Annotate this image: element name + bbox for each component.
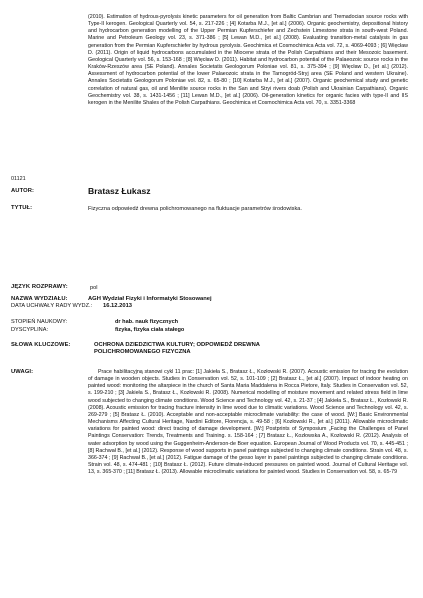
notes-label: UWAGI:	[11, 369, 34, 375]
department-label: NAZWA WYDZIAŁU:	[11, 296, 68, 302]
resolution-date-value: 16.12.2013	[103, 303, 133, 309]
language-label: JĘZYK ROZPRAWY:	[11, 284, 68, 290]
discipline-value: fizyka, fizyka ciała stałego	[115, 326, 185, 333]
department-value: AGH Wydział Fizyki i Informatyki Stosowanej	[88, 296, 212, 302]
title-label: TYTUŁ:	[11, 205, 33, 211]
discipline-label: DYSCYPLINA:	[11, 326, 48, 333]
author-name: Bratasz Łukasz	[88, 186, 151, 196]
references-continued: (2010). Estimation of hydrous-pyrolysis kinetic parameters for oil generation from Baltic Cambrian and Tremadocian source rocks with Type-II kerogen. Geological Quarterly vol. 54, s. 217-226 ; [4] Kotarba M.J., [et al.] (2006). Organic geochemistry, depositional history and hydrocarbon generation modelling of the Upper Permian Kupferschiefer and Zechstein Limestone strata in south-west Poland. Marine and Petroleum Geology vol. 23, s. 371-386 ; [5] Lewan M.D., [et al.] (2008). Evaluating transition-metal catalysis in gas generation from the Permian Kupferschiefer by hydrous pyrolysis. Geochimica et Cosmochimica Acta vol. 72, s. 4069-4093 ; [6] Więcław D. (2011). Origin of liquid hydrocarbons accumulated in the Miocene strata of the Polish Carpathians and their Mesozoic basement. Geological Quarterly vol. 56, s. 153-168 ; [8] Więcław D. (2011). Habitat and hydrocarbon potential of the Palaeozoic source rocks in the Kraków-Rzeszów area (SE Poland). Annales Societatis Geologorum Poloniae vol. 81, s. 375-394 ; [9] Więcław D., [et al.] (2012). Assessment of hydrocarbon potential of the lower Palaeozoic strata in the Tarnogród-Stryj area (SE Poland and western Ukraine). Annales Societatis Geologorum Poloniae vol. 82, s. 65-80 ; [10] Kotarba M.J., [et al.] (2007). Organic geochemical study and genetic correlation of natural gas, oil and Menilite source rocks in the San and Stryi rivers doab (Polish and Ukrainian Carpathians). Organic Geochemistry vol. 38, s. 1431-1456 ; [11] Lewan M.D., [et al.] (2006). Oil-generation kinetics for organic facies with type-II and IIS kerogen in the Menilite Shales of the Polish Carpathians. Geochimica et Cosmochimica Acta vol. 70, s. 3351-3368	[88, 14, 408, 106]
language-value: pol	[90, 284, 98, 291]
author-label: AUTOR:	[11, 188, 35, 194]
thesis-title: Fizyczna odpowiedź drewna polichromowanego na fluktuacje parametrów środowiska.	[88, 205, 302, 212]
degree-label: STOPIEŃ NAUKOWY:	[11, 319, 68, 325]
resolution-date-label: DATA UCHWAŁY RADY WYDZ.:	[11, 303, 93, 309]
notes-value: Prace habilitacyjną stanowi cykl 11 prac: [1] Jakieła S., Bratasz Ł., Kozłowski R. (2007). Acoustic emission for tracing the evolution of damage in wooden objects. Studies in Conservation vol. 52, s. 101-109 ; [2] Bratasz Ł., [et al.] (2007). Impact of indoor heating on painted wood: monitoring the altarpiece in the church of Santa Maria Maddalena in Rocca Pietore, Italy. Studies in Conservation vol. 52, s. 199-210 ; [3] Jakieła S., Bratasz Ł., Kozłowski R. (2008). Numerical modelling of moisture movement and related stress field in lime wood subjected to changing climate conditions. Wood Science and Technology vol. 42, s. 21-37 ; [4] Jakieła S., Bratasz Ł., Kozłowski R. (2008). Acoustic emission for tracing fracture intensity in lime wood due to climatic variations. Wood Science and Technology vol. 42, s. 269-279 ; [5] Bratasz Ł. (2010). Acceptable and non-acceptable microclimate variability: the case of wood. [W:] Basic Environmental Mechanisms Affecting Cultural Heritage, Nardini Editore, Florencja, s. 49-58 ; [6] Kozłowski R., [et al.] (2011). Allowable microclimatic variations for painted wood: direct tracing of damage development. [W:] Postprints of Symposium „Facing the Challenges of Panel Paintings Conservation: Trends, Treatments and Training. s. 158-164 ; [7] Bratasz Ł., Kozłowska A., Kozłowski R. (2012). Analysis of water adsorption by wood using the Guggenheim-Anderson-de Boer equation. European Journal of Wood Products vol. 70, s. 445-451 ; [8] Rachwał B., [et al.] (2012). Response of wood supports in panel paintings subjected to changing climate conditions. Strain vol. 48, s. 366-374 ; [9] Rachwał B., [et al.] (2012). Fatigue damage of the gesso layer in panel paintings subjected to changing climate conditions. Strain vol. 48, s. 474-481 ; [10] Bratasz Ł. (2012). Future climate-induced pressures on painted wood. Journal of Cultural Heritage vol. 13, s. 365-370 ; [11] Bratasz Ł. (2013). Allowable microclimatic variations for painted wood. Studies in Conservation vol. 58, s. 65-79	[88, 369, 408, 476]
degree-value: dr hab. nauk fizycznych	[115, 319, 179, 325]
keywords-value: OCHRONA DZIEDZICTWA KULTURY; ODPOWIEDŹ DREWNA POLICHROMOWANEGO FIZYCZNA	[94, 342, 260, 356]
keywords-label: SŁOWA KLUCZOWE:	[11, 342, 71, 348]
record-id: 01121	[11, 176, 26, 182]
